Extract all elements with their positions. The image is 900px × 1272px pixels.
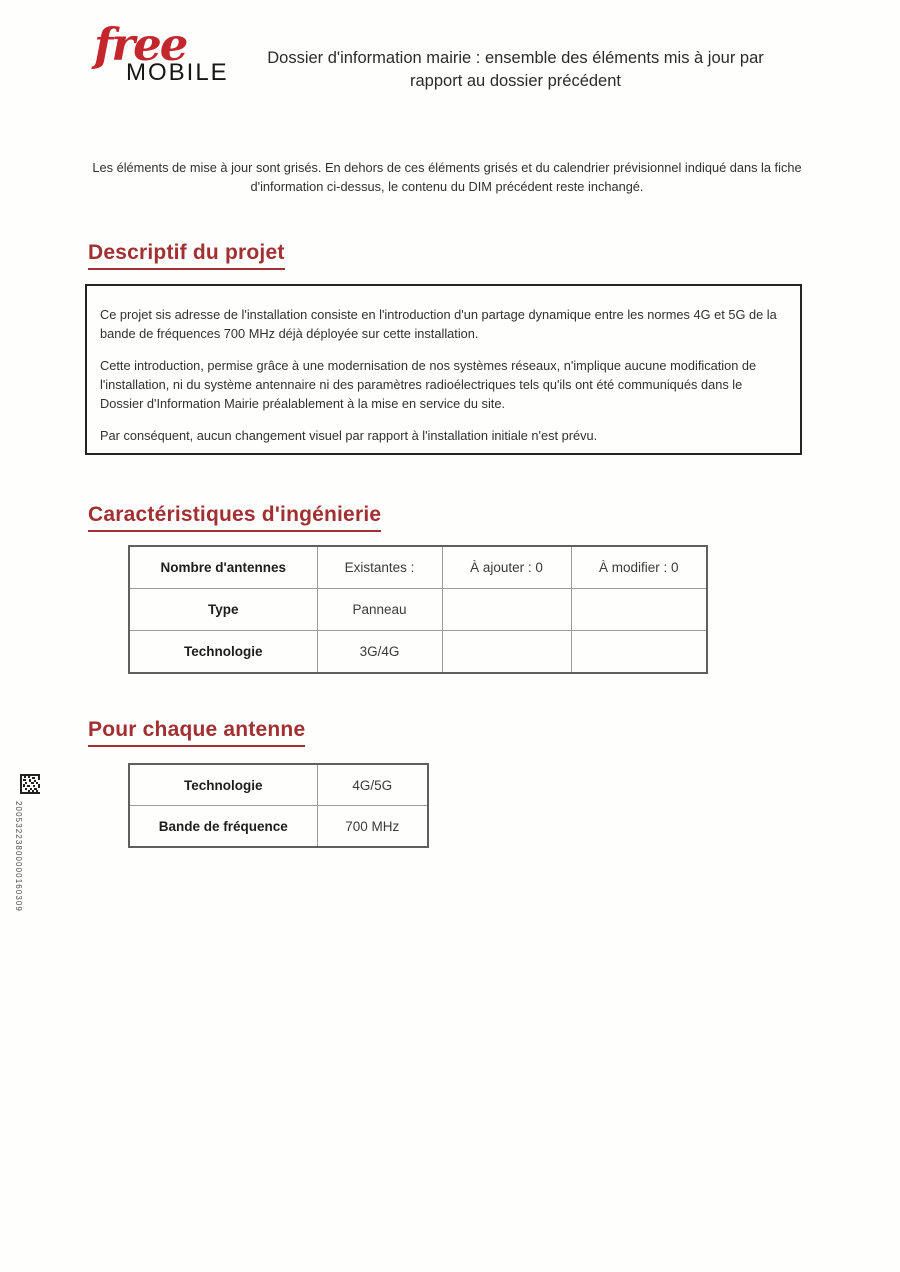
section-heading-project: Descriptif du projet (88, 241, 285, 270)
barcode-number-vertical: 20053223800000160309 (14, 801, 23, 912)
logo-brand-text: free (94, 18, 187, 71)
logo-sub-text: MOBILE (126, 59, 229, 86)
table-row (129, 806, 428, 848)
project-paragraph: Ce projet sis adresse de l'installation consiste en l'introduction d'un partage dynamique entre les normes 4G et 5G de la bande de fréquences 700 MHz déjà déployée sur cette installation. (100, 307, 777, 341)
engineering-table (128, 545, 708, 674)
row-value-cell: 4G/5G (317, 764, 428, 806)
table-row (129, 589, 707, 631)
row-label-cell: Technologie (129, 764, 317, 806)
project-paragraph: Cette introduction, permise grâce à une modernisation de nos systèmes réseaux, n'implique aucune modification de l'installation, ni du système antennaire ni des paramètres radioélectriques tels qu'ils ont été communiqués dans le Dossier d'Information Mairie préalablement à la mise en service du site. (100, 358, 757, 411)
per-antenna-table (128, 763, 429, 848)
row-value-cell: Panneau (317, 589, 442, 631)
row-value-cell: Existantes : (317, 546, 442, 589)
intro-note: Les éléments de mise à jour sont grisés. En dehors de ces éléments grisés et du calendrier prévisionnel indiqué dans la fiche d'information ci-dessus, le contenu du DIM précédent reste inchangé. (92, 160, 802, 194)
row-value-cell: À modifier : 0 (571, 546, 707, 589)
document-title: Dossier d'information mairie : ensemble des éléments mis à jour par rapport au dossier précédent (267, 49, 764, 90)
table-row (129, 764, 428, 806)
row-label-cell: Nombre d'antennes (129, 546, 317, 589)
row-label-cell: Technologie (129, 631, 317, 674)
section-heading-per-antenna: Pour chaque antenne (88, 718, 305, 747)
row-label-cell: Type (129, 589, 317, 631)
row-value-cell (442, 589, 571, 631)
row-value-cell (571, 589, 707, 631)
section-heading-engineering: Caractéristiques d'ingénierie (88, 503, 381, 532)
table-row (129, 631, 707, 674)
datamatrix-barcode-icon (19, 772, 41, 795)
row-label-cell: Bande de fréquence (129, 806, 317, 848)
row-value-cell: 700 MHz (317, 806, 428, 848)
row-value-cell (442, 631, 571, 674)
row-value-cell (571, 631, 707, 674)
row-value-cell: À ajouter : 0 (442, 546, 571, 589)
table-row (129, 546, 707, 589)
project-paragraph: Par conséquent, aucun changement visuel par rapport à l'installation initiale n'est prévu. (100, 428, 598, 443)
project-description-box (85, 284, 802, 455)
row-value-cell: 3G/4G (317, 631, 442, 674)
